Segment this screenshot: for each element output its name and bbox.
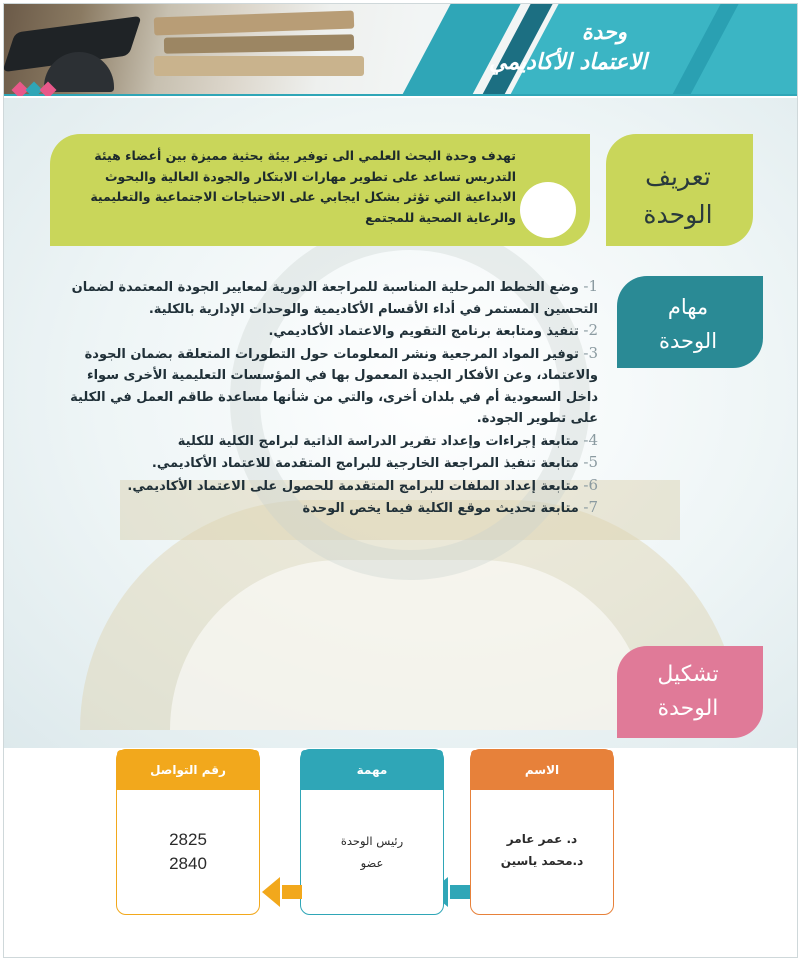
tasks-label-line1: مهام [667, 295, 709, 319]
phone-number-1: 2825 [169, 830, 207, 849]
formation-label-line2: الوحدة [657, 696, 719, 721]
task-text: تنفيذ ومتابعة برنامج التقويم والاعتماد الأكاديمي. [268, 324, 584, 339]
member-name-2: د.محمد ياسين [500, 854, 584, 868]
task-number: 5- [583, 453, 598, 471]
phone-card-header: رقم التواصل [117, 750, 259, 790]
definition-label-line2: الوحدة [643, 200, 713, 229]
definition-text: تهدف وحدة البحث العلمي الى توفير بيئة بحثية مميزة بين أعضاء هيئة التدريس تساعد على تطوير مهارات الابتكار والجودة العالية والبحوث الابداعية التي تؤثر بشكل ايجابي على الاحتياجات الاجتماعية والتعليمية والرعاية الصحية للمجتمع [90, 148, 516, 225]
name-card-header: الاسم [471, 750, 613, 790]
task-number: 1- [583, 277, 598, 295]
member-name-1: د. عمر عامر [506, 832, 578, 846]
phone-number-2: 2840 [169, 854, 207, 873]
task-number: 2- [583, 321, 598, 339]
task-text: متابعة إجراءات وإعداد تقرير الدراسة الذاتية لبرامج الكلية للكلية [177, 433, 584, 449]
task-text: وضع الخطط المرحلية المناسبة للمراجعة الدورية لمعايير الجودة المعتمدة لضمان التحسين المستمر في أداء الأقسام الأكاديمية والوحدات الإدارية بالكلية. [71, 280, 598, 317]
task-number: 7- [583, 498, 598, 516]
task-number: 4- [583, 430, 598, 449]
task-text: متابعة إعداد الملفات للبرامج المتقدمة للحصول على الاعتماد الأكاديمي. [127, 478, 584, 494]
header-title-line2: الاعتماد الأكاديمي [488, 50, 647, 75]
task-number: 6- [583, 475, 598, 494]
role-card-header: مهمة [301, 750, 443, 790]
formation-label-line1: تشكيل [657, 662, 719, 687]
task-number: 3- [583, 343, 598, 362]
definition-label-line1: تعريف [645, 162, 711, 191]
task-text: متابعة تحديث موقع الكلية فيما يخص الوحدة [302, 501, 584, 516]
tasks-label-line2: الوحدة [658, 329, 718, 353]
header-title-line1: وحدة [581, 20, 627, 44]
member-role-1: رئيس الوحدة [340, 834, 404, 848]
task-text: توفير المواد المرجعية ونشر المعلومات حول التطورات المتعلقة بضمان الجودة والاعتماد، وعن الأفكار الجيدة المعمول بها في المؤسسات التعليمية الأخرى سواء داخل السعودية أم في بلدان أخرى، والتي من شأنها مساعدة طاقم العمل في الكلية على تطوير الجودة. [70, 346, 598, 426]
task-text: متابعة تنفيذ المراجعة الخارجية للبرامج المتقدمة للاعتماد الأكاديمي. [151, 456, 584, 471]
page-frame [3, 3, 798, 958]
member-role-2: عضو [360, 856, 384, 870]
